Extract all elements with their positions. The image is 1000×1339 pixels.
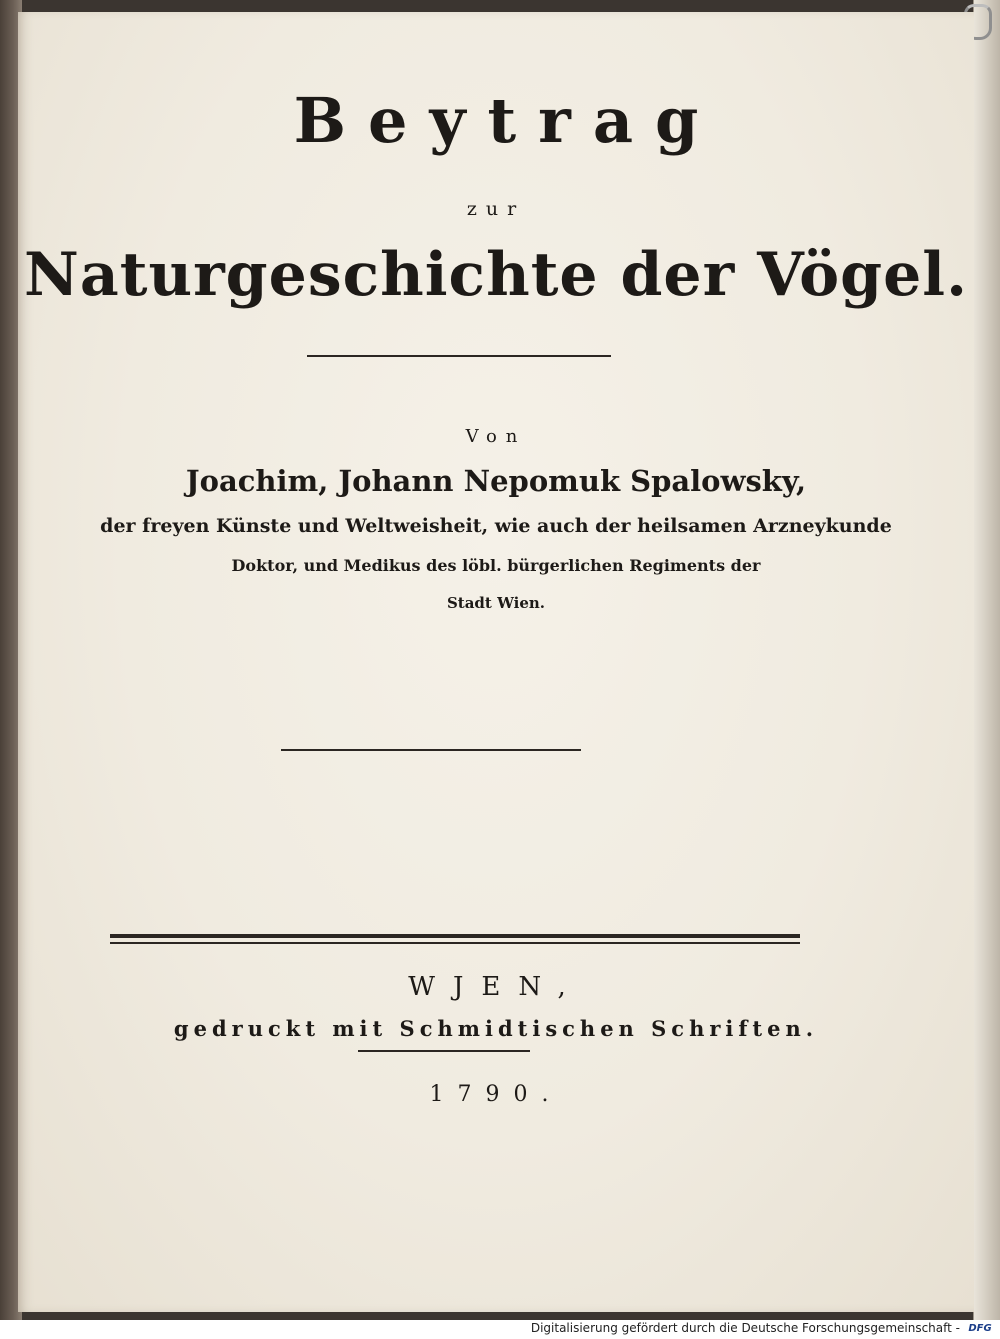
book-title: Beytrag (293, 84, 721, 157)
dfg-logo-icon: DFG (968, 1323, 992, 1334)
book-subtitle: Naturgeschichte der Vögel. (24, 240, 968, 310)
author-description-line-3: Stadt Wien. (446, 594, 546, 612)
imprint-printer: gedruckt mit Schmidtischen Schriften. (173, 1016, 819, 1041)
divider-rule-middle (281, 749, 581, 751)
author-name: Joachim, Johann Nepomuk Spalowsky, (185, 464, 807, 498)
divider-rule-top (307, 355, 611, 357)
author-description-line-1: der freyen Künste und Weltweisheit, wie auch der heilsamen Arzneykunde (100, 515, 892, 537)
funding-notice: Digitalisierung gefördert durch die Deutsche Forschungsgemeinschaft - (530, 1321, 960, 1335)
by-label: Von (465, 426, 527, 447)
imprint-place: WJEN, (408, 972, 584, 1002)
book-cover-right-edge (973, 0, 1000, 1320)
title-page (18, 12, 974, 1312)
imprint-year: 1790. (429, 1082, 563, 1107)
double-rule-thin (110, 942, 800, 944)
divider-rule-imprint (358, 1050, 530, 1052)
double-rule-thick (110, 934, 800, 938)
digitization-footer (0, 1320, 1000, 1339)
title-connector: zur (466, 198, 526, 220)
author-description-line-2: Doktor, und Medikus des löbl. bürgerlichen Regiments der (231, 556, 761, 575)
